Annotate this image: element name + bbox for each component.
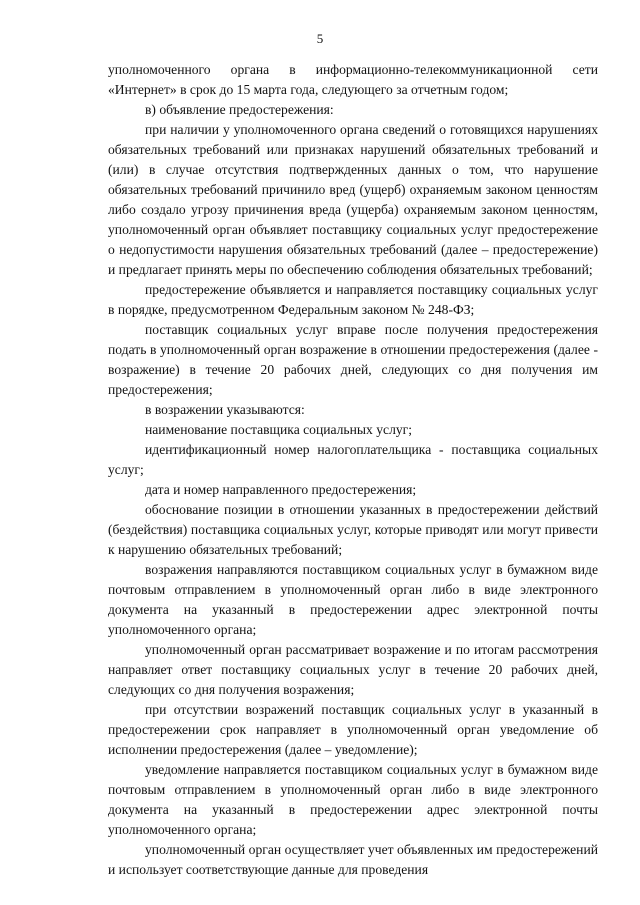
paragraph: при отсутствии возражений поставщик социальных услуг в указанный в предостережении срок направляет в уполномоченный орган уведомление об исполнении предостережения (далее – уведомление);: [108, 702, 598, 757]
page-number: 5: [316, 31, 324, 46]
paragraph: уполномоченный орган рассматривает возражение и по итогам рассмотрения направляет ответ поставщику социальных услуг в течение 20 рабочих дней, следующих со дня получения возражения;: [108, 642, 598, 697]
paragraph: в возражении указываются:: [145, 402, 305, 417]
paragraph: наименование поставщика социальных услуг;: [145, 422, 413, 437]
paragraph: дата и номер направленного предостережения;: [145, 482, 417, 497]
paragraph: уполномоченный орган осуществляет учет объявленных им предостережений и использует соответствующие данные для проведения: [108, 842, 598, 877]
document-body: [108, 60, 598, 880]
paragraph: поставщик социальных услуг вправе после получения предостережения подать в уполномоченный орган возражение в отношении предостережения (далее - возражение) в течение 20 рабочих дней, следующих со дня получения им предостережения;: [108, 322, 598, 397]
paragraph: обоснование позиции в отношении указанных в предостережении действий (бездействия) поставщика социальных услуг, которые приводят или могут привести к нарушению обязательных требований;: [108, 502, 598, 557]
paragraph: при наличии у уполномоченного органа сведений о готовящихся нарушениях обязательных требований или признаках нарушений обязательных требований и (или) в случае отсутствия подтвержденных данных о том, что нарушение обязательных требований причинило вред (ущерб) охраняемым законом ценностям либо создало угрозу причинения вреда (ущерба) охраняемым законом ценностям, уполномоченный орган объявляет поставщику социальных услуг предостережение о недопустимости нарушения обязательных требований (далее – предостережение) и предлагает принять меры по обеспечению соблюдения обязательных требований;: [108, 122, 598, 277]
paragraph: возражения направляются поставщиком социальных услуг в бумажном виде почтовым отправлением в уполномоченный орган либо в виде электронного документа на указанный в предостережении адрес электронной почты уполномоченного органа;: [108, 562, 598, 637]
paragraph: предостережение объявляется и направляется поставщику социальных услуг в порядке, предусмотренном Федеральным законом № 248-ФЗ;: [108, 282, 598, 317]
paragraph-subsection-heading: в) объявление предостережения:: [145, 102, 334, 117]
paragraph: уведомление направляется поставщиком социальных услуг в бумажном виде почтовым отправлением в уполномоченный орган либо в виде электронного документа на указанный в предостережении адрес электронной почты уполномоченного органа;: [108, 762, 598, 837]
paragraph: идентификационный номер налогоплательщика - поставщика социальных услуг;: [108, 442, 598, 477]
paragraph-continuation: уполномоченного органа в информационно-телекоммуникационной сети «Интернет» в срок до 15 марта года, следующего за отчетным годом;: [108, 62, 598, 97]
